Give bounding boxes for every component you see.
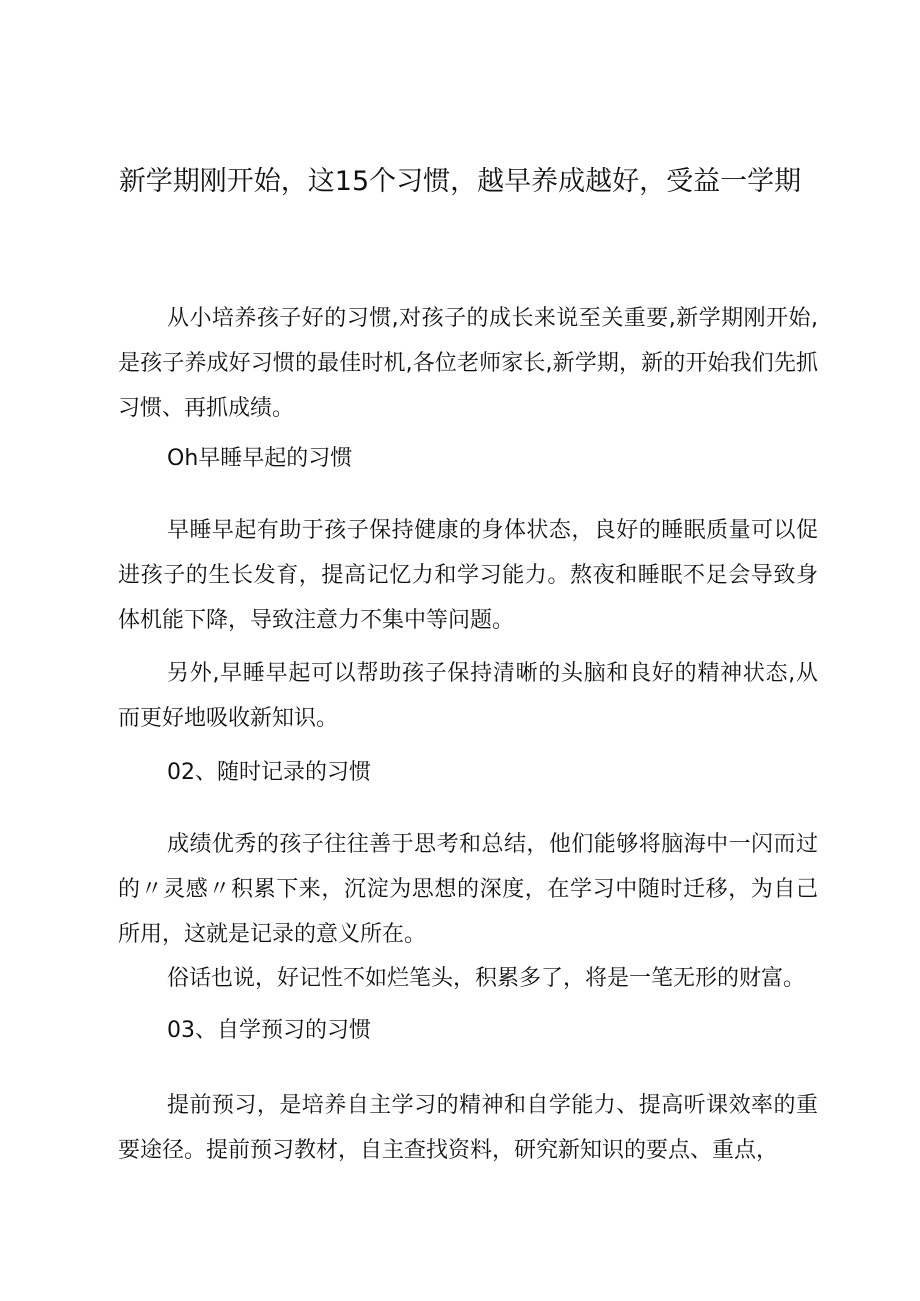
section-2-paragraph-1: 成绩优秀的孩子往往善于思考和总结，他们能够将脑海中一闪而过的〃灵感〃积累下来，沉淀为思想的深度，在学习中随时迁移，为自己所用，这就是记录的意义所在。 <box>118 832 818 947</box>
section-2-paragraph-2: 俗话也说，好记性不如烂笔头，积累多了，将是一笔无形的财富。 <box>167 966 806 991</box>
section-1-paragraph-2: 另外,早睡早起可以帮助孩子保持清晰的头脑和良好的精神状态,从而更好地吸收新知识。 <box>118 661 818 731</box>
intro-paragraph: 从小培养孩子好的习惯,对孩子的成长来说至关重要,新学期刚开始,是孩子养成好习惯的最佳时机,各位老师家长,新学期，新的开始我们先抓习惯、再抓成绩。 <box>118 306 818 421</box>
document-title: 新学期刚开始，这15个习惯，越早养成越好，受益一学期 <box>118 166 802 197</box>
section-heading-1: Oh早睡早起的习惯 <box>167 446 353 471</box>
section-3-paragraph-1: 提前预习，是培养自主学习的精神和自学能力、提高听课效率的重要途径。提前预习教材，自主查找资料，研究新知识的要点、重点， <box>118 1093 818 1163</box>
section-heading-2: 02、随时记录的习惯 <box>167 760 371 785</box>
section-heading-3: 03、自学预习的习惯 <box>167 1018 371 1043</box>
section-1-paragraph-1: 早睡早起有助于孩子保持健康的身体状态，良好的睡眠质量可以促进孩子的生长发育，提高记忆力和学习能力。熬夜和睡眠不足会导致身体机能下降，导致注意力不集中等问题。 <box>118 518 818 633</box>
